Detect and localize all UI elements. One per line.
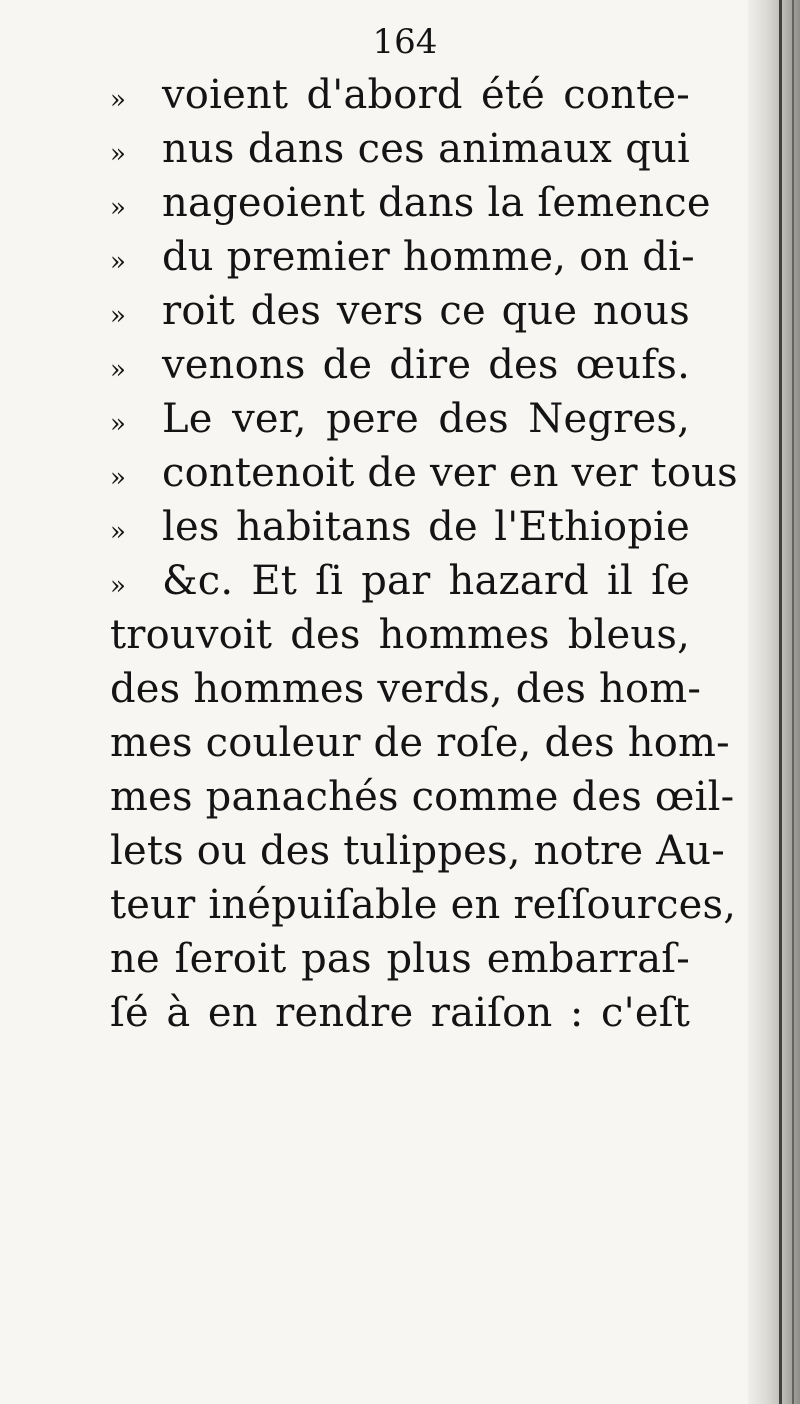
body-line: [110, 986, 690, 1040]
body-line: [110, 716, 730, 770]
line-text: venons de dire des œufs.: [162, 342, 690, 388]
quote-mark: »: [110, 247, 126, 277]
binding-edge: [779, 0, 782, 1404]
quoted-line: [110, 392, 690, 446]
line-text: voient d'abord été conte-: [162, 72, 690, 118]
body-line: [110, 878, 737, 932]
quoted-line: [110, 176, 711, 230]
line-text: teur inépuiſable en reſſources,: [110, 882, 737, 928]
quote-mark: »: [110, 301, 126, 331]
body-line: [110, 824, 725, 878]
quote-mark: »: [110, 571, 126, 601]
quoted-line: [110, 284, 690, 338]
text-block: [110, 22, 738, 1040]
line-text: mes panachés comme des œil-: [110, 774, 735, 820]
line-text: les habitans de l'Ethiopie: [162, 504, 690, 550]
quote-mark: »: [110, 85, 126, 115]
body-line: [110, 932, 690, 986]
quote-mark: »: [110, 463, 126, 493]
line-text: trouvoit des hommes bleus,: [110, 612, 690, 658]
line-text: lets ou des tulippes, notre Au-: [110, 828, 725, 874]
line-text: nus dans ces animaux qui: [162, 126, 690, 172]
line-text: nageoient dans la ſemence: [162, 180, 711, 226]
quoted-line: [110, 122, 690, 176]
body-line: [110, 770, 735, 824]
line-text: roit des vers ce que nous: [162, 288, 690, 334]
body-line: [110, 662, 702, 716]
quoted-line: [110, 68, 690, 122]
binding-edge-outer: [792, 0, 794, 1404]
line-text: contenoit de ver en ver tous: [162, 450, 738, 496]
quoted-line: [110, 338, 690, 392]
line-text: &c. Et ſi par hazard il ſe: [162, 558, 690, 604]
quote-mark: »: [110, 193, 126, 223]
quote-mark: »: [110, 409, 126, 439]
quote-mark: »: [110, 355, 126, 385]
quoted-line: [110, 554, 690, 608]
quoted-line: [110, 500, 690, 554]
quote-mark: »: [110, 517, 126, 547]
body-line: [110, 608, 690, 662]
line-text: du premier homme, on di-: [162, 234, 695, 280]
line-text: ſé à en rendre raiſon : c'eſt: [110, 990, 690, 1036]
line-text: mes couleur de roſe, des hom-: [110, 720, 730, 766]
quoted-line: [110, 230, 695, 284]
page-number: 164: [372, 22, 438, 62]
line-text: ne ſeroit pas plus embarraſ-: [110, 936, 690, 982]
line-text: Le ver, pere des Negres,: [162, 396, 690, 442]
quote-mark: »: [110, 139, 126, 169]
quoted-line: [110, 446, 738, 500]
line-text: des hommes verds, des hom-: [110, 666, 702, 712]
